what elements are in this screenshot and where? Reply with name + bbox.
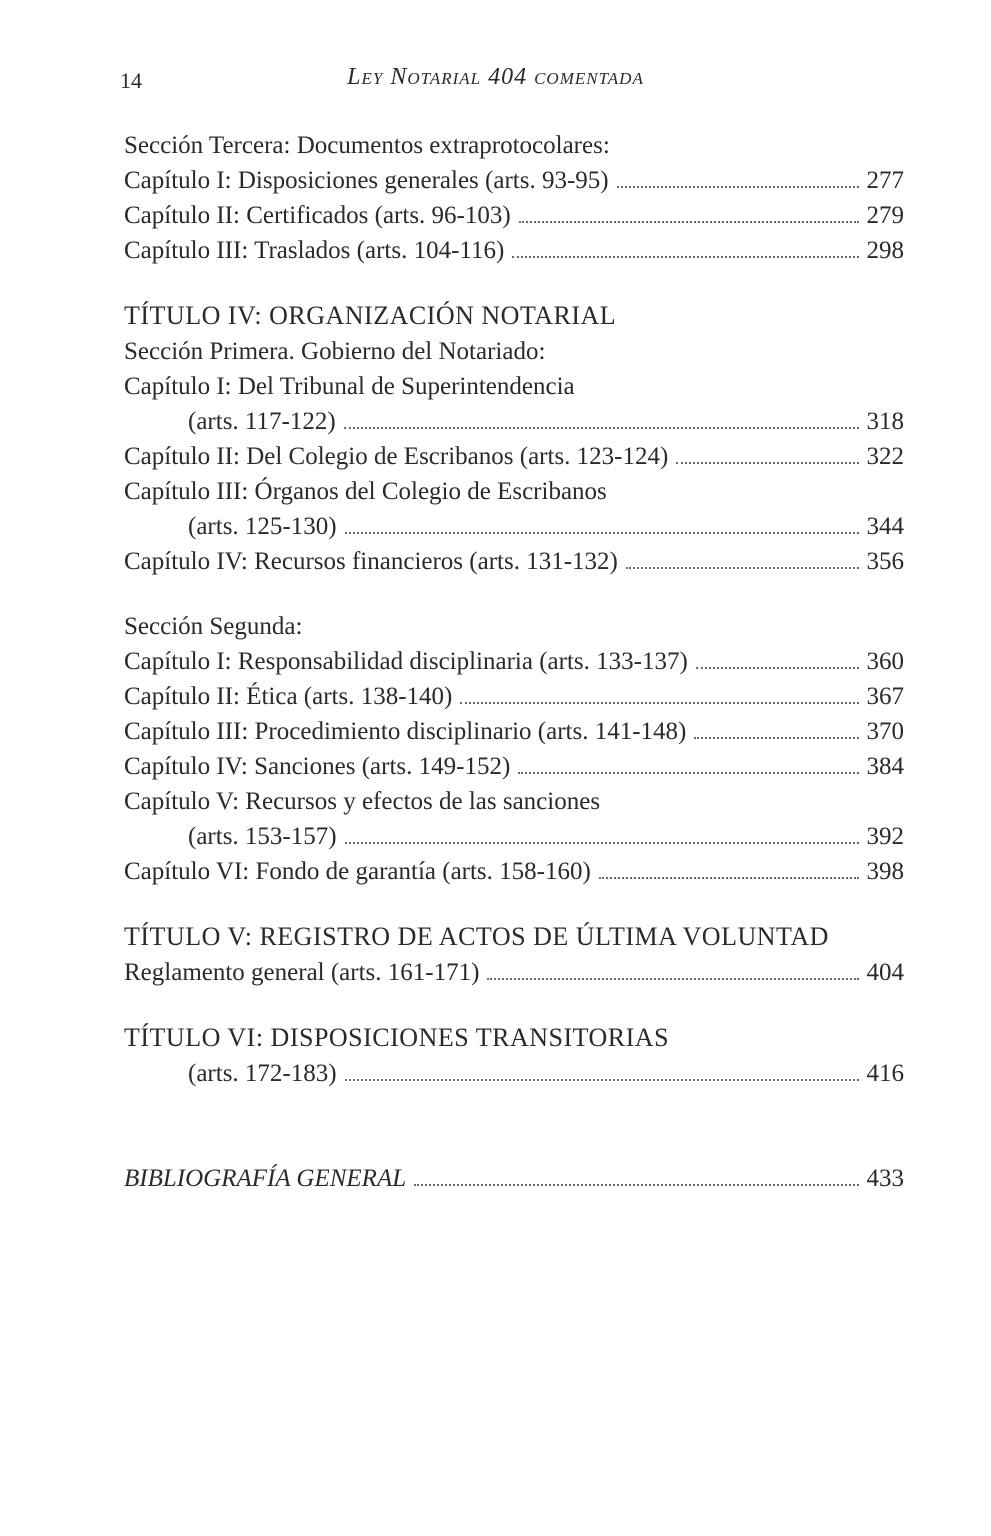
entry-page: 367 [866, 683, 904, 710]
entry-label: Reglamento general (arts. 161-171) [124, 959, 480, 986]
entry-continuation: (arts. 125-130) [188, 513, 337, 540]
entry-page: 344 [866, 513, 904, 540]
leader-dots [344, 427, 859, 429]
leader-dots [512, 256, 858, 258]
leader-dots [696, 667, 859, 669]
entry-continuation: (arts. 153-157) [188, 823, 337, 850]
entry-page: 277 [866, 167, 904, 194]
entry-label: Capítulo II: Ética (arts. 138-140) [124, 683, 453, 710]
entry-label: Capítulo III: Traslados (arts. 104-116) [124, 237, 505, 264]
toc-entry [124, 544, 904, 579]
entry-continuation: (arts. 172-183) [188, 1060, 337, 1087]
running-head: Ley Notarial 404 comentada [347, 64, 644, 90]
section-segunda [124, 609, 904, 889]
entry-page: 298 [866, 237, 904, 264]
entry-page: 360 [866, 648, 904, 675]
leader-dots [460, 702, 858, 704]
toc-entry [124, 955, 904, 990]
page-number: 14 [120, 68, 142, 93]
bibliography [124, 1161, 904, 1196]
leader-dots [676, 462, 858, 464]
leader-dots [599, 877, 859, 879]
entry-label: Capítulo III: Procedimiento disciplinario (arts. 141-148) [124, 718, 687, 745]
leader-dots [518, 772, 858, 774]
section-heading: Sección Primera. Gobierno del Notariado: [124, 338, 546, 365]
title-heading: TÍTULO VI: DISPOSICIONES TRANSITORIAS [124, 1023, 670, 1052]
section-tercera [124, 128, 904, 268]
toc-entry [124, 163, 904, 198]
title-heading: TÍTULO IV: ORGANIZACIÓN NOTARIAL [124, 301, 617, 330]
leader-dots [487, 978, 858, 980]
toc-entry [124, 1161, 904, 1196]
leader-dots [345, 842, 859, 844]
toc-entry [124, 819, 904, 854]
entry-continuation: (arts. 117-122) [188, 408, 336, 435]
entry-page: 404 [866, 959, 904, 986]
entry-label: Capítulo III: Órganos del Colegio de Escribanos [124, 478, 607, 505]
leader-dots [694, 737, 858, 739]
toc-entry [124, 679, 904, 714]
entry-page: 416 [866, 1060, 904, 1087]
leader-dots [345, 532, 859, 534]
toc-entry [124, 644, 904, 679]
entry-page: 398 [866, 858, 904, 885]
entry-page: 392 [866, 823, 904, 850]
toc-entry [124, 714, 904, 749]
table-of-contents [124, 128, 904, 1226]
entry-page: 356 [866, 548, 904, 575]
titulo-vi [124, 1020, 904, 1091]
entry-page: 370 [866, 718, 904, 745]
entry-label: BIBLIOGRAFÍA GENERAL [124, 1165, 407, 1192]
entry-page: 322 [866, 443, 904, 470]
entry-label: Capítulo VI: Fondo de garantía (arts. 158-160) [124, 858, 591, 885]
section-heading: Sección Tercera: Documentos extraprotocolares: [124, 132, 610, 159]
leader-dots [626, 567, 859, 569]
entry-page: 279 [866, 202, 904, 229]
toc-entry [124, 509, 904, 544]
toc-entry [124, 233, 904, 268]
toc-entry [124, 198, 904, 233]
toc-entry [124, 854, 904, 889]
section-heading: Sección Segunda: [124, 613, 303, 640]
entry-page: 384 [866, 753, 904, 780]
toc-entry [124, 749, 904, 784]
entry-label: Capítulo IV: Sanciones (arts. 149-152) [124, 753, 511, 780]
entry-label: Capítulo II: Del Colegio de Escribanos (arts. 123-124) [124, 443, 669, 470]
entry-page: 433 [866, 1165, 904, 1192]
leader-dots [519, 221, 859, 223]
title-heading: TÍTULO V: REGISTRO DE ACTOS DE ÚLTIMA VOLUNTAD [124, 922, 829, 951]
entry-label: Capítulo I: Del Tribunal de Superintendencia [124, 373, 575, 400]
leader-dots [345, 1079, 859, 1081]
entry-label: Capítulo IV: Recursos financieros (arts. 131-132) [124, 548, 618, 575]
entry-label: Capítulo V: Recursos y efectos de las sanciones [124, 788, 601, 815]
entry-label: Capítulo II: Certificados (arts. 96-103) [124, 202, 511, 229]
toc-entry [124, 439, 904, 474]
toc-entry [124, 1056, 904, 1091]
titulo-v [124, 919, 904, 990]
entry-label: Capítulo I: Responsabilidad disciplinaria (arts. 133-137) [124, 648, 688, 675]
leader-dots [414, 1184, 858, 1186]
toc-entry [124, 404, 904, 439]
entry-label: Capítulo I: Disposiciones generales (arts. 93-95) [124, 167, 609, 194]
entry-page: 318 [866, 408, 904, 435]
titulo-iv [124, 298, 904, 579]
leader-dots [617, 186, 859, 188]
